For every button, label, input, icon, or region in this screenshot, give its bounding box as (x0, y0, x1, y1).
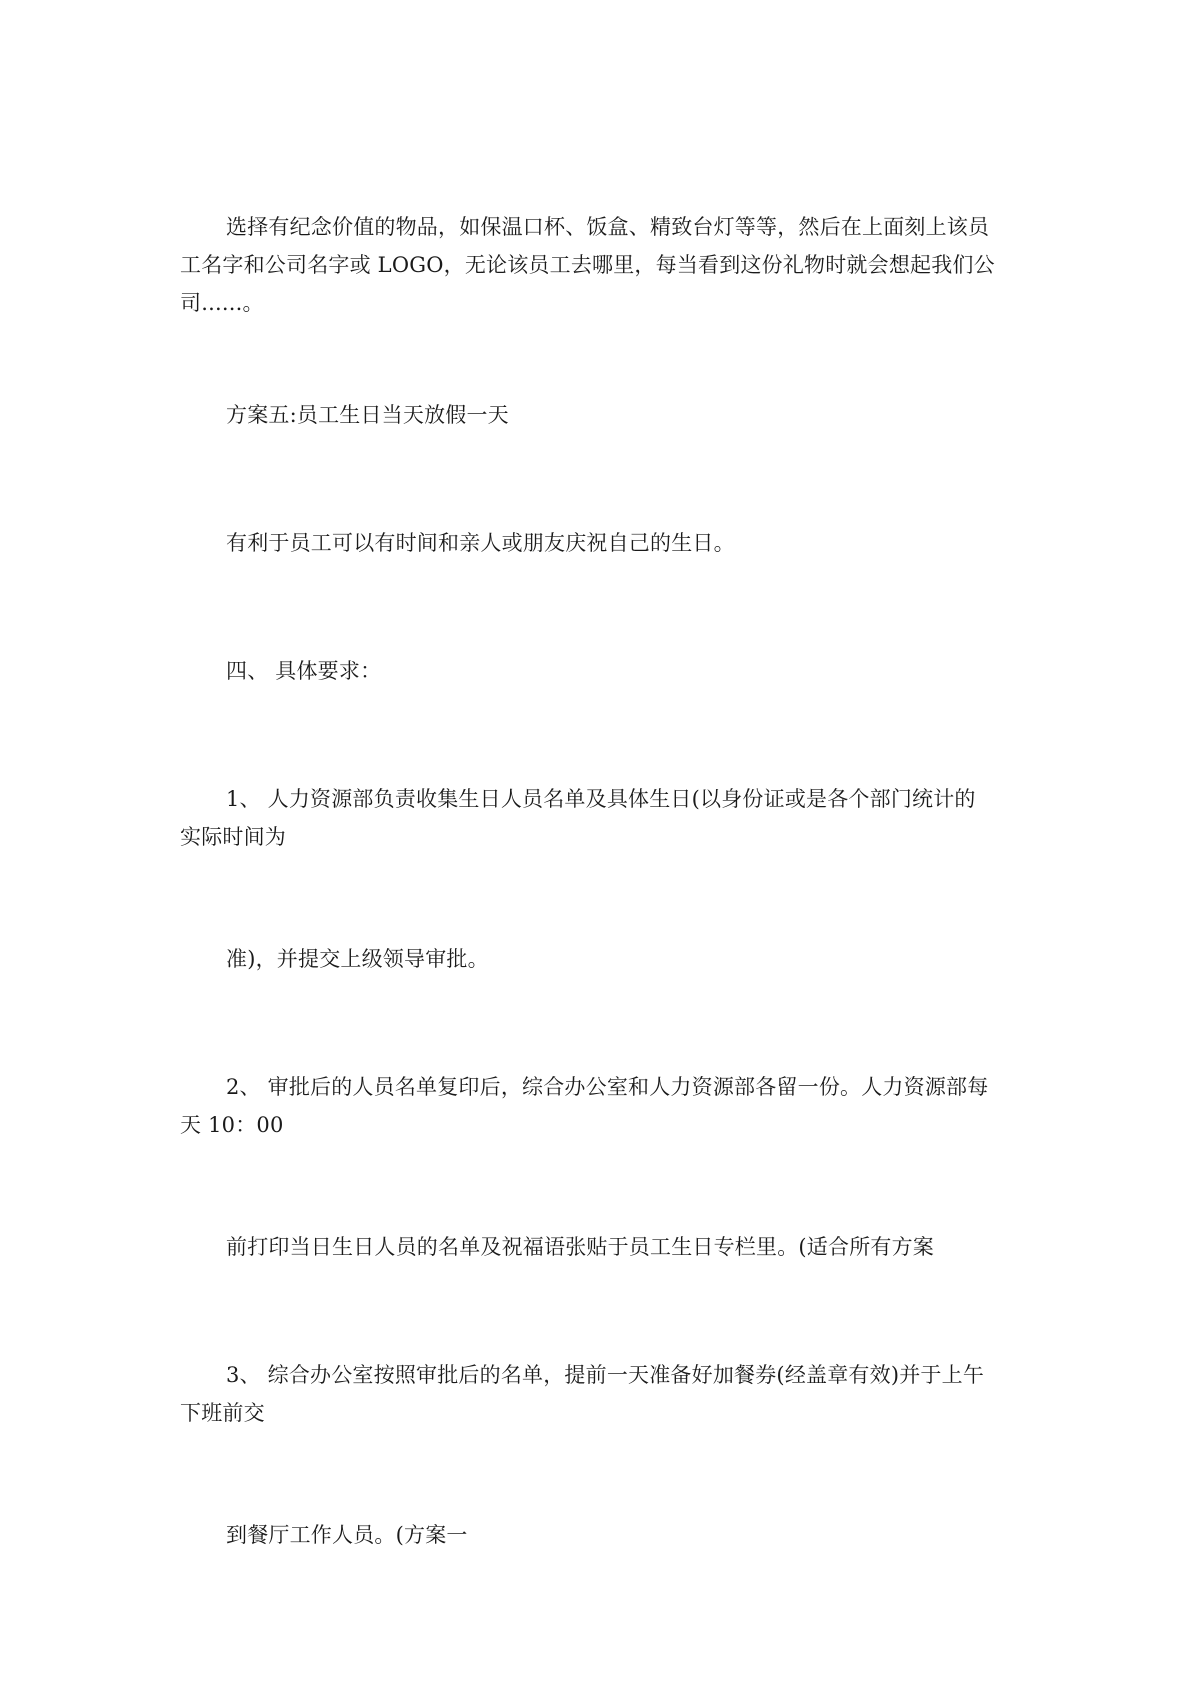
paragraph-requirement-3 (180, 1356, 1023, 1432)
text-line: 有利于员工可以有时间和亲人或朋友庆祝自己的生日。 (226, 531, 735, 555)
text-line: 前打印当日生日人员的名单及祝福语张贴于员工生日专栏里。(适合所有方案 (226, 1235, 934, 1259)
text-line: 3、 综合办公室按照审批后的名单，提前一天准备好加餐券(经盖章有效)并于上午 (226, 1363, 985, 1387)
text-line: 准)，并提交上级领导审批。 (226, 947, 489, 971)
text-line: 到餐厅工作人员。(方案一 (226, 1523, 468, 1547)
paragraph-requirement-1-cont (180, 940, 1023, 978)
paragraph-requirement-2 (180, 1068, 1023, 1144)
section-heading-requirements (180, 652, 1023, 690)
paragraph-requirement-3-cont (180, 1516, 1023, 1554)
text-line: 下班前交 (180, 1401, 265, 1425)
text-line: 方案五:员工生日当天放假一天 (226, 403, 509, 427)
text-line: 选择有纪念价值的物品，如保温口杯、饭盒、精致台灯等等，然后在上面刻上该员 (226, 215, 990, 239)
paragraph-plan-five-benefit (180, 524, 1023, 562)
text-line: 实际时间为 (180, 825, 286, 849)
text-line: 四、 具体要求： (226, 659, 382, 683)
text-line: 天 10：00 (180, 1113, 284, 1137)
text-line: 1、 人力资源部负责收集生日人员名单及具体生日(以身份证或是各个部门统计的 (226, 787, 976, 811)
paragraph-requirement-1 (180, 780, 1023, 856)
paragraph-plan-five-title (180, 396, 1023, 434)
text-line: 2、 审批后的人员名单复印后，综合办公室和人力资源部各留一份。人力资源部每 (226, 1075, 989, 1099)
text-line: 工名字和公司名字或 LOGO，无论该员工去哪里，每当看到这份礼物时就会想起我们公 (180, 253, 995, 277)
text-line: 司......。 (180, 291, 264, 315)
paragraph-requirement-2-cont (180, 1228, 1023, 1266)
paragraph-gift-items (180, 208, 1023, 322)
